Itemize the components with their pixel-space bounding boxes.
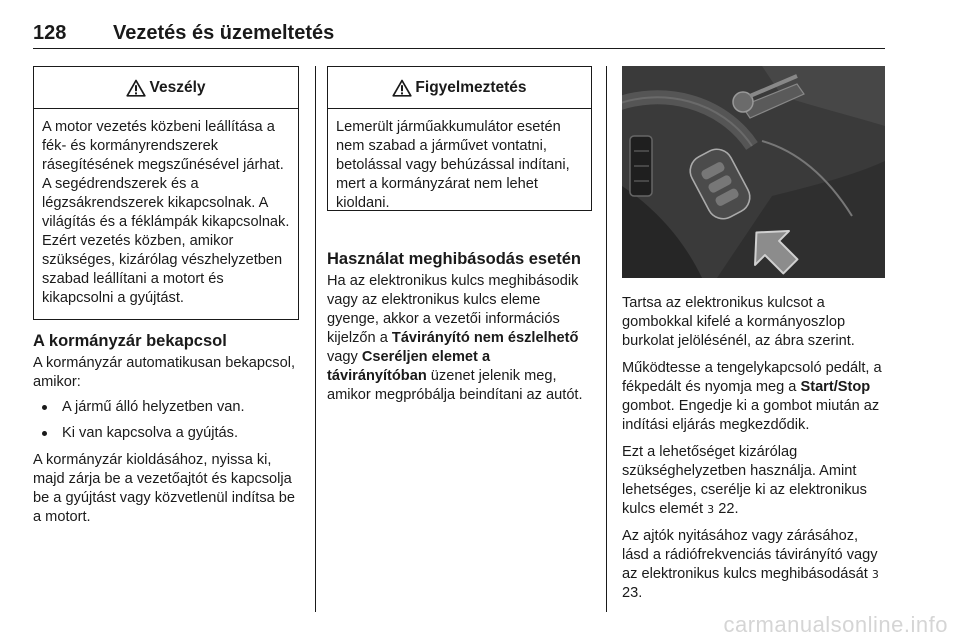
- danger-box-title: Veszély: [149, 78, 206, 96]
- warning-triangle-icon: [126, 79, 146, 97]
- steering-lock-heading: A kormányzár bekapcsol: [33, 332, 227, 350]
- page-header: [33, 14, 885, 49]
- right-column: [622, 294, 888, 611]
- warning-triangle-icon: [392, 79, 412, 97]
- danger-box-header: [34, 67, 298, 109]
- steering-lock-release-text: A kormányzár kioldásához, nyissa ki, majd zárja be a vezetőajtót és kapcsolja be a gyújtást vagy közvetlenül indítsa be a motort.: [33, 452, 296, 525]
- warning-box-text: Lemerült járműakkumulátor esetén nem szabad a járművet vontatni, betolással vagy behúzással indítani, mert a kormányzárat nem lehet kioldani.: [336, 119, 570, 211]
- instruction-hold-key: Tartsa az elektronikus kulcsot a gombokkal kifelé a kormányoszlop burkolat jelölésénél, az ábra szerint.: [622, 295, 855, 349]
- page-reference-link[interactable]: 3 22.: [707, 501, 739, 517]
- message-replace-battery: Cseréljen elemet a távirányítóban: [327, 349, 491, 384]
- danger-box-text: A motor vezetés közbeni leállítása a fék- és kormányrendszerek rásegítésének megszűnésével járhat. A segédrendszerek és a légzsákrendszerek kikapcsolnak. A világítás és a féklámpák kikapcsolnak. Ezért vezetés közben, amikor szükséges, kizárólag vészhelyzetben szabad leállítani a motort és kikapcsolni a gyújtást.: [42, 119, 290, 306]
- list-item: A jármű álló helyzetben van.: [33, 398, 303, 417]
- warning-box-header: [328, 67, 591, 109]
- watermark: carmanualsonline.info: [723, 612, 948, 637]
- list-item: Ki van kapcsolva a gyújtás.: [33, 424, 303, 443]
- steering-column-illustration: [622, 66, 885, 278]
- steering-lock-section: [33, 330, 303, 535]
- section-title: Vezetés és üzemeltetés: [113, 22, 335, 44]
- page-reference-link[interactable]: 3 23.: [622, 568, 879, 601]
- failure-text: Ha az elektronikus kulcs meghibásodik vagy az elektronikus kulcs eleme gyenge, akkor a vezetői információs kijelzőn a Távirányító nem észlelhető vagy Cseréljen elemet a távirányítóban üzenet jelenik meg, amikor megpróbálja beindítani az autót.: [327, 273, 583, 403]
- warning-box-title: Figyelmeztetés: [415, 78, 527, 96]
- failure-section: [327, 248, 593, 413]
- instruction-doors: Az ajtók nyitásához vagy zárásához, lásd a rádiófrekvenciás távirányító vagy az elektronikus kulcs meghibásodását 3 23.: [622, 528, 879, 601]
- steering-lock-conditions: [33, 398, 303, 443]
- page-number: 128: [33, 22, 67, 44]
- start-stop-label: Start/Stop: [800, 379, 871, 395]
- instruction-start: Működtesse a tengelykapcsoló pedált, a fékpedált és nyomja meg a Start/Stop gombot. Engedje ki a gombot miután az indítási eljárás megkezdődik.: [622, 360, 882, 433]
- warning-box: [327, 66, 592, 211]
- illustration-key-position: [622, 66, 885, 278]
- steering-lock-intro: A kormányzár automatikusan bekapcsol, amikor:: [33, 355, 296, 390]
- danger-box: [33, 66, 299, 320]
- message-remote-not-detected: Távirányító nem észlelhető: [391, 330, 579, 346]
- column-divider: [606, 66, 607, 612]
- column-divider: [315, 66, 316, 612]
- instruction-replace-battery: Ezt a lehetőséget kizárólag szükséghelyzetben használja. Amint lehetséges, cserélje ki az elektronikus kulcs elemét 3 22.: [622, 444, 867, 517]
- failure-heading: Használat meghibásodás esetén: [327, 250, 582, 268]
